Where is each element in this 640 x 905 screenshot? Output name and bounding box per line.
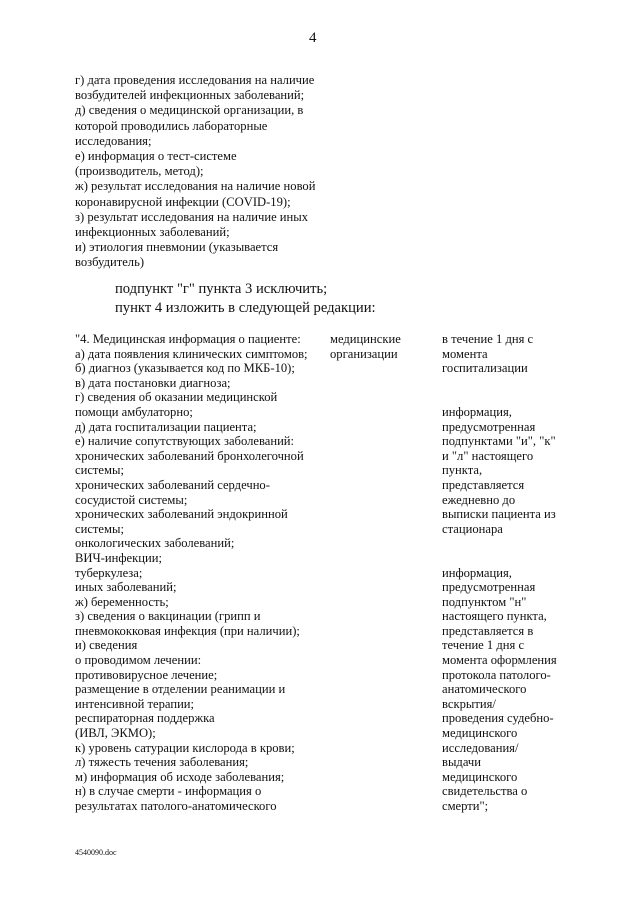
text-line: хронических заболеваний эндокринной xyxy=(75,507,288,522)
text-line: м) информация об исходе заболевания; xyxy=(75,769,285,784)
text-line: системы; xyxy=(75,521,124,536)
text-line: выдачи xyxy=(442,755,481,770)
text-line: возбудителей инфекционных заболеваний; xyxy=(75,88,305,103)
text-line: г) сведения об оказании медицинской xyxy=(75,390,278,405)
text-line: в течение 1 дня с xyxy=(442,332,534,346)
text-line: ВИЧ-инфекции; xyxy=(75,550,162,565)
text-line: е) информация о тест-системе xyxy=(75,149,237,164)
text-line: возбудитель) xyxy=(75,255,145,270)
text-line: (производитель, метод); xyxy=(75,164,204,179)
instructions xyxy=(115,280,376,318)
text-line: ж) беременность; xyxy=(75,594,169,609)
text-line: интенсивной терапии; xyxy=(75,696,195,711)
text-line: протокола патолого- xyxy=(442,667,551,682)
text-line: исследования; xyxy=(75,133,152,148)
text-line: и) сведения xyxy=(75,638,138,653)
text-line: подпунктами "и", "к" xyxy=(442,434,556,449)
text-line: з) результат исследования на наличие иных xyxy=(75,209,309,224)
text-line: л) тяжесть течения заболевания; xyxy=(75,755,249,770)
text-line: хронических заболеваний бронхолегочной xyxy=(75,448,304,463)
text-line: д) сведения о медицинской организации, в xyxy=(75,103,304,118)
text-line: исследования/ xyxy=(442,740,519,755)
text-line: онкологических заболеваний; xyxy=(75,536,235,551)
text-line: а) дата появления клинических симптомов; xyxy=(75,346,308,361)
text-line: инфекционных заболеваний; xyxy=(75,225,230,240)
text-line: вскрытия/ xyxy=(442,696,496,711)
table-column-provider xyxy=(330,332,430,361)
text-line: анатомического xyxy=(442,682,527,697)
text-line: медицинского xyxy=(442,726,518,741)
text-line: пункта, xyxy=(442,463,483,478)
top-list xyxy=(75,73,345,271)
text-line: к) уровень сатурации кислорода в крови; xyxy=(75,740,295,755)
text-line: хронических заболеваний сердечно- xyxy=(75,477,270,492)
text-line: иных заболеваний; xyxy=(75,580,177,595)
text-line: системы; xyxy=(75,463,124,478)
text-line: в) дата постановки диагноза; xyxy=(75,375,231,390)
text-line: госпитализации xyxy=(442,361,528,376)
text-line: помощи амбулаторно; xyxy=(75,404,193,419)
text-line: настоящего пункта, xyxy=(442,609,547,624)
text-line: свидетельства о xyxy=(442,784,528,799)
text-line: пневмококковая инфекция (при наличии); xyxy=(75,623,300,638)
text-line: г) дата проведения исследования на наличие xyxy=(75,73,315,87)
text-line xyxy=(442,551,572,566)
text-line: б) диагноз (указывается код по МКБ-10); xyxy=(75,361,295,376)
text-line xyxy=(442,536,572,551)
text-line xyxy=(442,376,572,391)
footer-filename: 4540090.doc xyxy=(75,848,117,857)
text-line: ж) результат исследования на наличие новой xyxy=(75,179,316,194)
text-line: сосудистой системы; xyxy=(75,492,188,507)
text-line: ежедневно до xyxy=(442,492,516,507)
text-line: н) в случае смерти - информация о xyxy=(75,784,262,799)
text-line: представляется xyxy=(442,477,525,492)
text-line: е) наличие сопутствующих заболеваний: xyxy=(75,434,295,449)
text-line: размещение в отделении реанимации и xyxy=(75,682,286,697)
text-line: организации xyxy=(330,346,398,361)
text-line: которой проводились лабораторные xyxy=(75,118,268,133)
text-line: момента xyxy=(442,346,488,361)
text-line: информация, xyxy=(442,404,512,419)
text-line: стационара xyxy=(442,521,503,536)
text-line: предусмотренная xyxy=(442,580,536,595)
text-line: противовирусное лечение; xyxy=(75,667,218,682)
text-line: з) сведения о вакцинации (грипп и xyxy=(75,609,261,624)
text-line: пункт 4 изложить в следующей редакции: xyxy=(115,300,376,316)
text-line: медицинские xyxy=(330,332,401,346)
text-line: д) дата госпитализации пациента; xyxy=(75,419,257,434)
text-line: предусмотренная xyxy=(442,419,536,434)
text-line: респираторная поддержка xyxy=(75,711,215,726)
text-line: подпункт "г" пункта 3 исключить; xyxy=(115,281,328,297)
text-line: проведения судебно- xyxy=(442,711,554,726)
text-line: представляется в xyxy=(442,623,534,638)
page-number: 4 xyxy=(309,30,317,46)
text-line: "4. Медицинская информация о пациенте: xyxy=(75,332,301,346)
text-line: результатах патолого-анатомического xyxy=(75,799,277,813)
table-column-timing xyxy=(442,332,572,814)
text-line: смерти"; xyxy=(442,799,489,813)
text-line: о проводимом лечении: xyxy=(75,653,202,668)
text-line: момента оформления xyxy=(442,653,557,668)
text-line: (ИВЛ, ЭКМО); xyxy=(75,726,156,741)
text-line: медицинского xyxy=(442,769,518,784)
text-line: и "л" настоящего xyxy=(442,448,534,463)
table-column-info xyxy=(75,332,325,814)
text-line: коронавирусной инфекции (COVID-19); xyxy=(75,194,291,209)
text-line: выписки пациента из xyxy=(442,507,556,522)
text-line xyxy=(442,390,572,405)
text-line: информация, xyxy=(442,565,512,580)
text-line: течение 1 дня с xyxy=(442,638,525,653)
text-line: подпунктом "н" xyxy=(442,594,527,609)
text-line: и) этиология пневмонии (указывается xyxy=(75,240,279,255)
text-line: туберкулеза; xyxy=(75,565,143,580)
